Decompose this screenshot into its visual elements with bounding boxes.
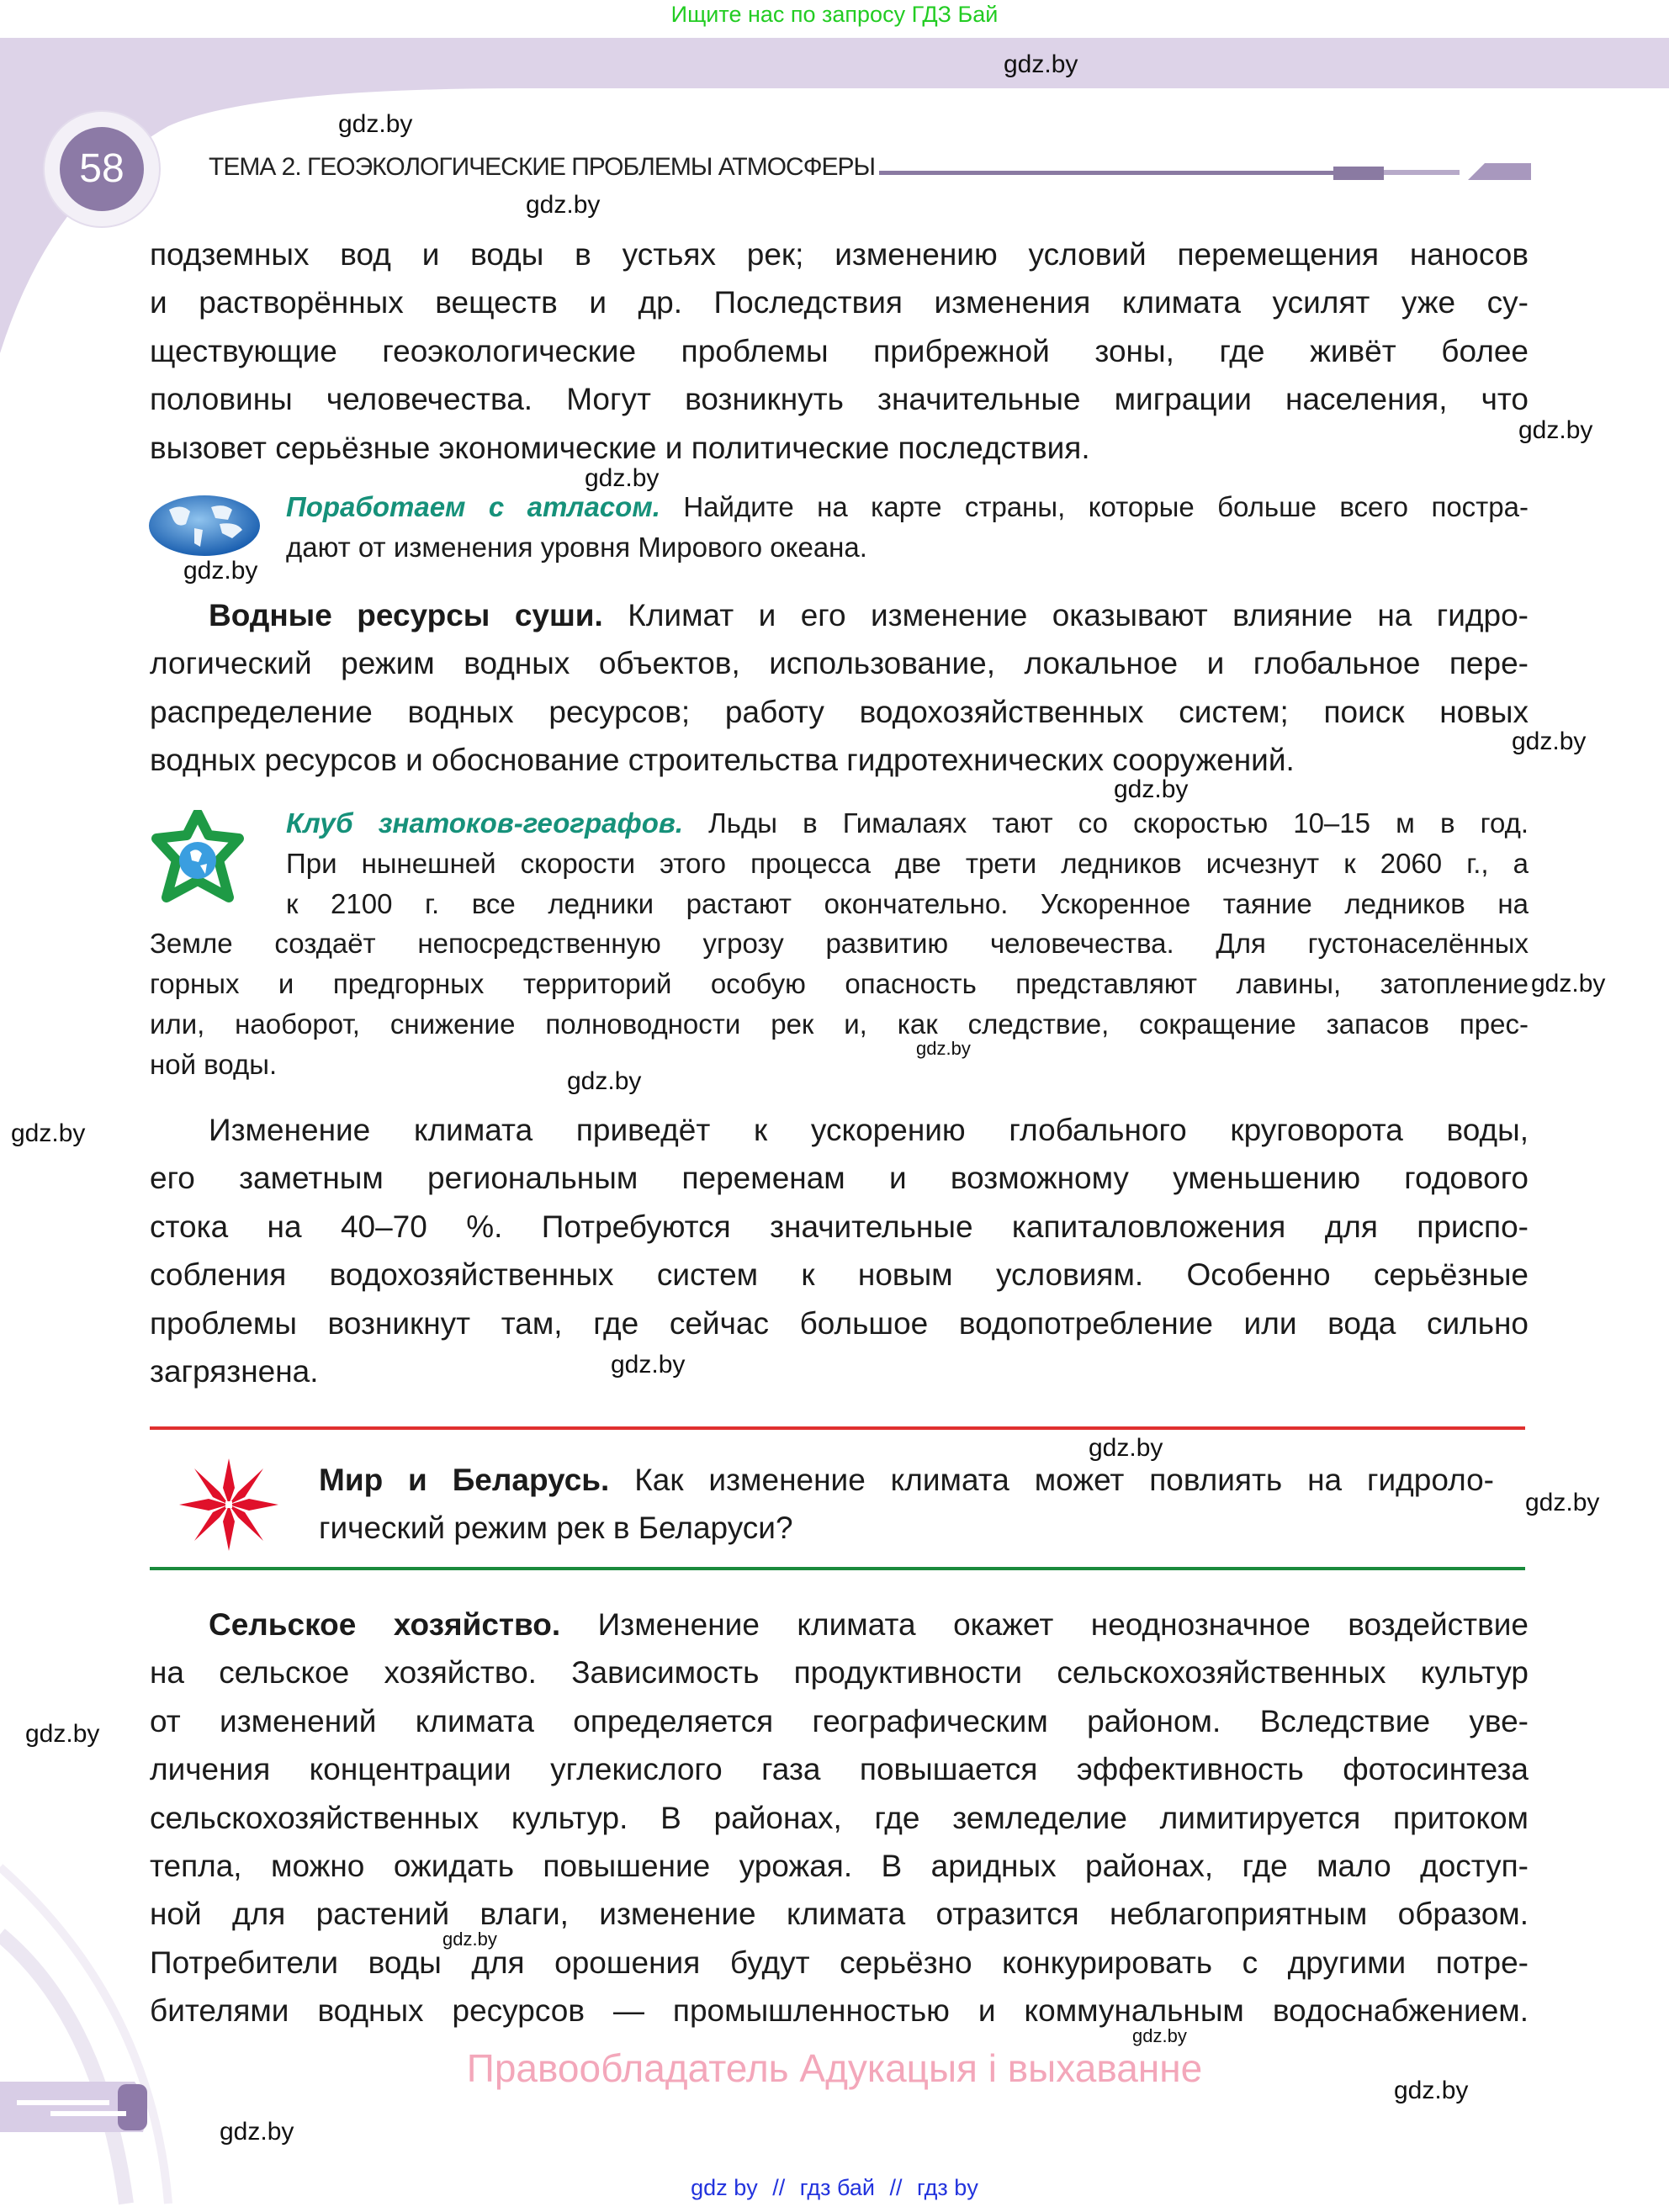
text-line: вызовет серьёзные экономические и политические последствия. xyxy=(150,430,1090,465)
footer-link[interactable]: гдз by xyxy=(917,2175,978,2200)
watermark: gdz.by xyxy=(567,1067,642,1095)
text-run: Как изменение климата может повлиять на гидроло- xyxy=(609,1463,1494,1497)
watermark: gdz.by xyxy=(1518,416,1593,444)
text-line: распределение водных ресурсов; работу водохозяйственных систем; поиск новых xyxy=(150,694,1529,729)
text-line: на сельское хозяйство. Зависимость продуктивности сельскохозяйственных культур xyxy=(150,1655,1529,1691)
footer-link[interactable]: гдз бай xyxy=(799,2175,875,2200)
watermark: gdz.by xyxy=(526,191,601,219)
watermark: gdz.by xyxy=(338,110,413,138)
watermark: gdz.by xyxy=(1531,970,1606,998)
watermark: gdz.by xyxy=(25,1720,100,1748)
section-heading: Сельское хозяйство. xyxy=(209,1607,561,1642)
watermark: gdz.by xyxy=(1394,2077,1469,2104)
text-line: Потребители воды для орошения будут серьёзно конкурировать с другими потре- xyxy=(150,1945,1529,1980)
text-line xyxy=(150,1601,1529,1648)
text-line: стока на 40–70 %. Потребуются значительные капиталовложения для приспо- xyxy=(150,1209,1529,1244)
text-line xyxy=(319,1456,1494,1504)
text-line: горных и предгорных территорий особую опасность представляют лавины, затопление xyxy=(150,968,1529,1000)
text-line: водных ресурсов и обоснование строительства гидротехнических сооружений. xyxy=(150,743,1295,778)
footer-link[interactable]: gdz by xyxy=(691,2175,758,2200)
atlas-task xyxy=(286,487,1529,568)
text-line: или, наоборот, снижение полноводности рек и, как следствие, сокращение запасов прес- xyxy=(150,1008,1529,1040)
atlas-task-heading: Поработаем с атласом. xyxy=(286,491,660,522)
club-heading: Клуб знатоков-географов. xyxy=(286,807,683,839)
text-line: личения концентрации углекислого газа повышается эффективность фотосинтеза xyxy=(150,1752,1529,1787)
watermark: gdz.by xyxy=(916,1038,971,1059)
text-line: При нынешней скорости этого процесса две трети ледников исчезнут к 2060 г., а xyxy=(286,847,1529,879)
watermark: gdz.by xyxy=(585,464,660,492)
text-line xyxy=(286,487,1529,527)
text-line: собления водохозяйственных систем к новым условиям. Особенно серьёзные xyxy=(150,1257,1529,1293)
text-line: и растворённых веществ и др. Последствия изменения климата усилят уже су- xyxy=(150,285,1529,320)
text-line xyxy=(150,803,1529,844)
watermark: gdz.by xyxy=(1114,775,1189,803)
footer-separator: // xyxy=(889,2175,903,2200)
text-run: Найдите на карте страны, которые больше всего постра- xyxy=(660,491,1529,522)
belarusian-ornament-icon xyxy=(179,1458,278,1551)
watermark: gdz.by xyxy=(220,2118,294,2146)
text-line: подземных вод и воды в устьях рек; изменению условий перемещения наносов xyxy=(150,237,1529,272)
text-run: Изменение климата окажет неоднозначное воздействие xyxy=(560,1607,1529,1642)
section-heading: Водные ресурсы суши. xyxy=(209,598,603,632)
belarus-box-bottom-rule xyxy=(150,1567,1525,1570)
footer-separator: // xyxy=(772,2175,786,2200)
geographers-club-note xyxy=(150,803,1529,1085)
copyright-notice: Правообладатель Адукацыя і выхаванне xyxy=(466,2046,1203,2090)
text-line: ной воды. xyxy=(150,1048,278,1080)
text-line: логический режим водных объектов, использование, локальное и глобальное пере- xyxy=(150,646,1529,681)
belarus-box-top-rule xyxy=(150,1426,1525,1430)
footer-links xyxy=(0,2175,1669,2201)
text-line: сельскохозяйственных культур. В районах, где земледелие лимитируется притоком xyxy=(150,1800,1529,1835)
paragraph-climate-change xyxy=(150,1106,1529,1395)
text-line: его заметным региональным переменам и возможному уменьшению годового xyxy=(150,1161,1529,1196)
page-number: 58 xyxy=(60,127,144,211)
text-line: бителями водных ресурсов — промышленностью и коммунальным водоснабжением. xyxy=(150,1993,1529,2029)
watermark: gdz.by xyxy=(1132,2025,1187,2046)
text-line: к 2100 г. все ледники растают окончательно. Ускоренное таяние ледников на xyxy=(286,887,1529,919)
top-banner[interactable]: Ищите нас по запросу ГДЗ Бай xyxy=(670,2,999,27)
header-rule-decoration xyxy=(879,160,1535,188)
text-line: от изменений климата определяется географическим районом. Вследствие уве- xyxy=(150,1703,1529,1738)
text-line: ной для растений влаги, изменение климата отразится неблагоприятным образом. xyxy=(150,1897,1529,1932)
text-line: гический режим рек в Беларуси? xyxy=(319,1511,793,1546)
text-line: ществующие геоэкологические проблемы прибрежной зоны, где живёт более xyxy=(150,333,1529,368)
paragraph-agriculture xyxy=(150,1601,1529,2035)
text-line: тепла, можно ожидать повышение урожая. В аридных районах, где мало доступ- xyxy=(150,1848,1529,1883)
text-line: половины человечества. Могут возникнуть значительные миграции населения, что xyxy=(150,382,1529,417)
watermark: gdz.by xyxy=(611,1351,686,1379)
watermark: gdz.by xyxy=(442,1929,497,1950)
topic-title: ТЕМА 2. ГЕОЭКОЛОГИЧЕСКИЕ ПРОБЛЕМЫ АТМОСФЕРЫ xyxy=(209,153,876,181)
text-line: Изменение климата приведёт к ускорению глобального круговорота воды, xyxy=(209,1113,1529,1147)
watermark: gdz.by xyxy=(1089,1434,1163,1462)
watermark: gdz.by xyxy=(1512,728,1587,755)
page-number-badge xyxy=(43,110,161,228)
text-line xyxy=(150,591,1529,639)
text-run: Льды в Гималаях тают со скоростью 10–15 м в год. xyxy=(683,807,1529,839)
paragraph-coastal xyxy=(150,230,1529,472)
paragraph-water-resources xyxy=(150,591,1529,785)
text-line: проблемы возникнут там, где сейчас большое водопотребление или вода сильно xyxy=(150,1305,1529,1341)
text-line: Земле создаёт непосредственную угрозу развитию человечества. Для густонаселённых xyxy=(150,928,1529,960)
watermark: gdz.by xyxy=(1004,50,1078,78)
belarus-heading: Мир и Беларусь. xyxy=(319,1463,610,1497)
watermark: gdz.by xyxy=(183,557,258,585)
belarus-question xyxy=(319,1456,1494,1553)
text-run: Климат и его изменение оказывают влияние на гидро- xyxy=(602,598,1529,632)
text-line: загрязнена. xyxy=(150,1353,319,1389)
watermark: gdz.by xyxy=(1525,1489,1600,1516)
globe-icon xyxy=(148,495,261,557)
text-line: дают от изменения уровня Мирового океана. xyxy=(286,531,867,563)
watermark: gdz.by xyxy=(11,1119,86,1147)
